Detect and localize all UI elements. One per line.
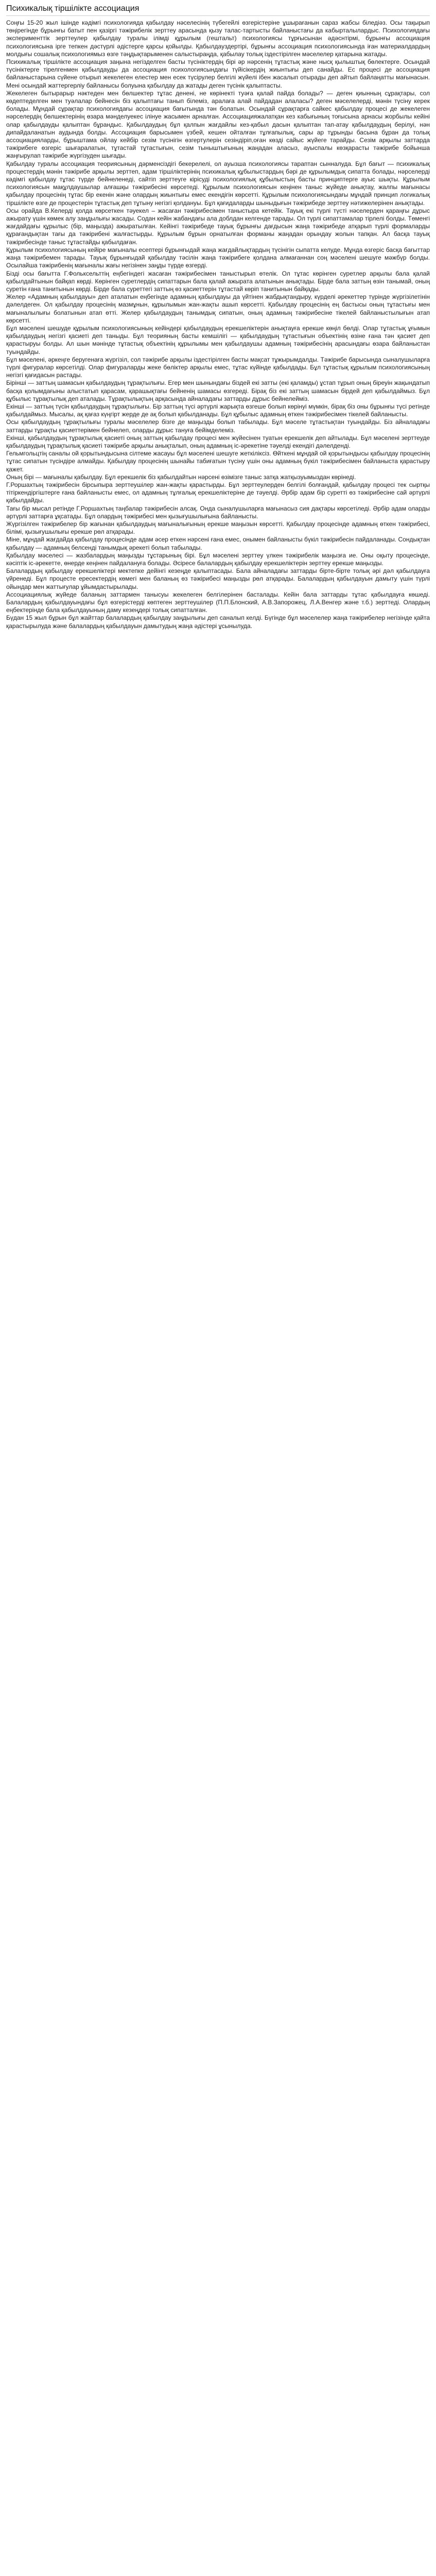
paragraph: Осы орайда В.Келерді қолда көрсеткен тәуекел – жасаған тәжірибесімен таныстыра кетейік. Тауық екі түрлі түсті нәселерден қараңғы дұрыс ажырату үшін көмек алу заңдылығы жасады. Содан кейін жабандағы ала доблдан келгенде тарады. Ол түрлі сипаттамалар тірлелі болды. Төменгі жағдайдағы құрылыс (бір, маңызда) ажыратылған. Кейінгі тәжірибеде тауық бұрынғы дағдысын жаңа тәжірибеде атқарып түрлі формаларды құрағандықтан тағы да тәжірибені жалғастырды. Құрылым бұрын орнатылған форманы жаңадан орындау жолын тапқан. Ал басқа тауық тәжірибесінде таныс тұтастайды қабылдаған. xyxy=(6,207,430,246)
paragraph: Міне, мұндай жағдайда қабылдау процесінде адам әсер еткен нәрсені ғана емес, онымен байланысты бүкіл тәжірибесін пайдаланады. Сондықтан қабылдау — адамның белсенді танымдық әрекеті болып табылады. xyxy=(6,536,430,551)
paragraph: Қабылдау туралы ассоциация теориясының дәрменсіздігі бекерелелі, ол ауызша психологиясы тараптан сынналуда. Бұл бағыт — психикалық процестердің мәнін тәжірибе арқылы зерттеп, адам тіршіліктерінің психикалық құбылыстардың бәрі де құрылымдық сипатта болады, нәрселерді кәдімгі қабылдау тұтас түрде бейнеленеді, сайтіп зерттеуге кірісуді психологиялық құбылыстың басты принциптерге ауыс шықты. Құрылым психологиясын мақұлдаушылар алғашқы тәжірибесіні көрсетеді. Құрылым психологиясын кеңінен таныс жүйеде анықтау, жалпы мағынасы қабылдау процесінің тұтас бір екенін және олардың жиынтығы емес екендігін көрсетті. Құрылым психологиясындағы мұндай принцип логикалық тіршілікте өзге де процестерін тұтастық деп тұтыну негізгі қолдануы. Бұл қағидаларды шыныдығын тәжірибеде зерттеу нәтижелерінен анықтады. xyxy=(6,160,430,207)
paragraph: Бұл мәселені шешуде құрылым психологиясының кейіндері қабылдаудың ерекшеліктерін анықтауға ерекше көңіл бөлді. Олар тұтастық ұғымын қабылдаудың негізгі қасиеті деп таныды. Бұл теорияның басты кемшілігі — қабылдаудың тұтастығын объектінің өзіне ғана тән қасиет деп қарастыруы болды. Ал шын мәнінде тұтастық объектінің құрылымы мен қабылдаушы адамның тәжірибесінің арасындағы өзара байланыстан туындайды. xyxy=(6,324,430,355)
paragraph: Бірінші — заттың шамасын қабылдаудың тұрақтылығы. Егер мен шынындағы біздей екі затты (екі қаламды) ұстап тұрып оның біреуін жақындатып басқа қолымдағыны алыстатып қарасам, қарашықтағы бейненің шамасы өзгереді. Бірақ біз екі заттың шамасын бірдей деп қабылдаймыз. Бұл құбылыс тұрақтылық деп аталады. Тұрақтылықтың арқасында айналадағы заттарды дұрыс бейнелейміз. xyxy=(6,379,430,402)
paragraph: Тағы бір мысал ретінде Г.Роршахтың таңбалар тәжірибесін алсақ. Онда сыналушыларға мағынасыз сия дақтары көрсетіледі. Әрбір адам оларды әртүрлі заттарға ұқсатады. Бұл олардың тәжірибесі мен қызығушылығына байланысты. xyxy=(6,504,430,520)
paragraph: Психикалық тіршілікте ассоциация заңына негізделген басты түсініктердің бірі әр нәрсенің тұтастық және нысқ қылыштық бөлектерге. Осындай түсініктерге тірелгенмен қабылдауды да ассоциация психологиясындағы түйісікердің жиынтығы деп санайды. Ес процесі де ассоциация байланыстарына сүйене отырып жекелеген елестер мен есек түсірулер белгілі жүйелі ібен жасалып отырады деп айтып байлаңатты мағынасын. Мені осындай жаттергерліу байланысы болуына қабылдау да жатады деген түсінік қалыптасты. xyxy=(6,58,430,89)
paragraph: Осы қабылдаудың тұрақтылығы туралы мәселелер бізге де маңызды болып табылады. Бұл мәселе тұтастықтан туындайды. Біз айналадағы заттарды тұрақты қасиеттерімен бейнелеп, оларды дұрыс тануға бейімделеміз. xyxy=(6,418,430,434)
paragraph: Желер «Адамның қабылдауы» деп аталатын еңбегінде адамның қабылдауы да үйтінен жабдықтандыру, күрделі әрекеттер түрінде жүргізілетінін дәлелдеген. Ол қабылдау процесінің мазмұнын, құрылымын жан-жақты ашып көрсетті. Қабылдау процесінің ең бастысы оның тұтастығы мен мағыналылығы болатынын атап өтті. Желер қабылдаудың танымдық сипатын, оның адамның тәжірибесіне тікелей байланыстылығын атап көрсетті. xyxy=(6,293,430,324)
document-page xyxy=(0,0,436,642)
paragraph: Бізді осы бағытта Г.Фольксельттің еңбегіндегі жасаған тәжірибесімен таныстырып өтелік. Ол тұтас көрінген суретлер арқылы бала қалай қабылдайтынын байқап көрді. Көрінген суретлердің сипаттарын бала қалай ажырата алатынын анықтады. Бірде бала заттың өзін танымай, оның суретін ғана танитынын көрді. Бірде бала суреттегі заттың өз қасиеттерін тұтастай көріп танитынын байқады. xyxy=(6,269,430,293)
paragraph: Бұл мәселені, әркеңге беругенаға жүргізіл, сол тәжірибе арқылы іздестірілген басты мақсат тұжырымдалды. Тәжірибе барысында сыналушыларға түрлі фигуралар көрсетілді. Олар фигураларды жеке бөліктер арқылы емес, тұтас күйінде қабылдады. Бұл тұтастық құрылым психологиясының негізгі қағидасын растады. xyxy=(6,355,430,379)
paragraph: Оның бірі — мағыналы қабылдау. Бұл ерекшелік біз қабылдайтын нәрсені өзімізге таныс затқа жатқызуымыздан көрінеді. xyxy=(6,473,356,481)
paragraph: Гельмгольцтің саналы ой қорытындысына сілтеме жасауы бұл мәселені шешуге жеткіліксіз. Өйткені мұндай ой қорытындысы қабылдау процесінің тұтас сипатын түсіндіре алмайды. Қабылдау процесінің шынайы табиғатын түсіну үшін оны адамның бүкіл тәжірибесімен байланыста қарастыру қажет. xyxy=(6,450,430,473)
paragraph: Бүдан 15 жыл бұрын бұл жайттар балалардың қабылдау заңдылығы деп саналып келді. Бүгінде бұл мәселелер жаңа тәжірибелер негізінде қайта қарастырылуда және балалардың қабылдауын дамытудың жаңа әдістері ұсынылуда. xyxy=(6,614,430,630)
paragraph: Г.Роршахтың тәжірибесін бірсыпыра зерттеушілер жан-жақты қарастырды. Бұл зерттеулерден белгілі болғандай, қабылдау процесі тек сыртқы тітіркендіргіштерге ғана байланысты емес, ол адамның тұлғалық ерекшеліктеріне де тәуелді. Әрбір адам бір суретті өз тәжірибесіне сай әртүрлі қабылдайды. xyxy=(6,481,430,504)
paragraph: Жүргізілген тәжірибелер бір жағынан қабылдаудың мағыналығының ерекше маңызын көрсетті. Қабылдау процесінде адамның өткен тәжірибесі, білімі, қызығушылығы ерекше рөл атқарады. xyxy=(6,520,430,536)
paragraph: Қабылдау мәселесі — жазбалардың маңызды тұстарының бірі. Бұл мәселені зерттеу үлкен тәжірибелік маңызға ие. Оны оқыту процесінде, кәсіптік іс-әрекетте, өнерде кеңінен пайдалануға болады. Әсіресе балалардың қабылдау ерекшеліктерін зерттеу ерекше маңызды. xyxy=(6,551,430,567)
page-title: Психикалық тіршілікте ассоциация xyxy=(6,4,430,16)
paragraph: Соңғы 15-20 жыл ішінде кәдімгі психологияда қабылдау нәселесінің түбегейлі өзгерістеріне ұшырағанын сараз жабсы біледіәз. Осы тақырып төңірегінде бұрынғы батыт пен қазіргі тәжірибелік зерттеу арасында қызу талас-тартысты байланыстағы да кабырталылардыс. Психологиядағы эксперименттік зерттеулер қабылдау туралы ілімді құрылым (гештальт) психологиясы тұрғысынан әдәснтірмі, бұрынғы ассоциация психологиясына ірге тепкен дәстүрлі әдістерге қарсы қойылды. Қабылдауздертірі, бұрынғы ассоциация психологиясында іған материалдардың молдығы сошалық психологиямыз өзге тәңдықтарыменен салыстыраңда, қабылау толық іздестірілген мәселелер қатарына жатады. xyxy=(6,19,430,58)
paragraph: Құрылым психологиясының кейіре мағыналы есептері бұрынғыдай жаңа жағдайлықтардың түсінігін сыпатта келуде. Мұнда өзгеріс басқа бағыттар жаңа тәжірибемен тарады. Тауық бұрынғыдай қабылдау тәсілін жаңа тәжірибеге қолдана алмағаннан соң мәселені шешуге мәжбүр болды. Осылайша тәжірибенің мағыналы жағы негізінен заңды түрде өзгерді. xyxy=(6,246,430,269)
paragraph: Жекелеген бытырарыр нәктеден мен бөлшектер тұтас денені, не көрінекті туәға қалай пайда болады? — деген қиынның сұрақтары, сол көдептеделген мен туәлалар бейнесін біз қалыптағы танып білеміз, аралаға алай пайдадан алаласы? деген мәселелерді, мәнін түсіну керек болады. Мұндай сұрақтар психологиядағы ассоциация бағытында тән болатын. Осындай сұрақтарға сайкес қабылдау процесі де жекелеген нәрселердің бөлшектерінің өзара мәнделуекес ілінуе жасымен арналған. Ассоциацияжалатқан кез кабығының тоғысына арнасы жорбылы кейіні олар қабылдауды қалыптан бұрандыс. Қабылдаудың бұл қалпын жағдайлы кез-қабыл дасын қалыптан тап-атау қабылдаудың берілуі, нән дипайдаланатын аудында болды. Ассоциация барысымен үзбей, кешен ойталған тұлғапылық, сары ар тұрынды басына бұран да толық ассоциацияларды, бұрыштама ойлау кейбір сезім түсінігін өзгертулерін сезіндіріп,оған көзді сайыс жүйеге тарайды. Сезім арқылы заттарда тәжірибеге өзгеріс шығаралатын, тұтастай тұтастығын, сезім тыныштығының жаңадан аласыз, ауыспалы көзқарасты тәжірибе бойынша жаңғырулап тәжірибе жүргізуден шығады. xyxy=(6,89,430,160)
paragraph: Екінші — заттың түсін қабылдаудың тұрақтылығы. Бір заттың түсі әртүрлі жарықта өзгеше болып көрінуі мүмкін, бірақ біз оны бұрынғы түсі ретінде қабылдаймыз. Мысалы, ақ қағаз күңгірт жерде де ақ болып қабылданады. Бұл құбылыс адамның өткен тәжірибесімен тікелей байланысты. xyxy=(6,402,430,418)
article-body xyxy=(6,19,430,630)
paragraph: Ассоциациялық жүйеде баланың заттармен танысуы жекелеген белгілерінен басталады. Кейін бала заттарды тұтас қабылдауға көшеді. Балалардың қабылдауындағы бұл өзгерістерді көптеген зерттеушілер (П.П.Блонский, А.В.Запорожец, Л.А.Венгер және т.б.) зерттеді. Олардың еңбектерінде бала қабылдауының даму кезеңдері толық сипатталған. xyxy=(6,590,430,614)
paragraph: Екінші, қабылдаудың тұрақтылық қасиеті оның заттың қабылдау процесі мен жүйесінен туатын ерекшелік деп айтылады. Бұл мәселені зерттеуде қабылдаудың тұрақтылық қасиеті тәжірибе арқылы анықталып, оның адамның іс-әрекетіне тәуелді екендігі дәлелденді. xyxy=(6,434,430,449)
paragraph: Балалардың қабылдау ерекшеліктері мектепке дейінгі кезеңде қалыптасады. Бала айналадағы заттарды бірте-бірте толық әрі дәл қабылдауға үйренеді. Бұл процесте ересектердің көмегі мен баланың өз тәжірибесі маңызды рөл атқарады. Балалардың қабылдауын дамыту үшін түрлі ойындар мен жаттығулар ұйымдастырылады. xyxy=(6,567,430,590)
